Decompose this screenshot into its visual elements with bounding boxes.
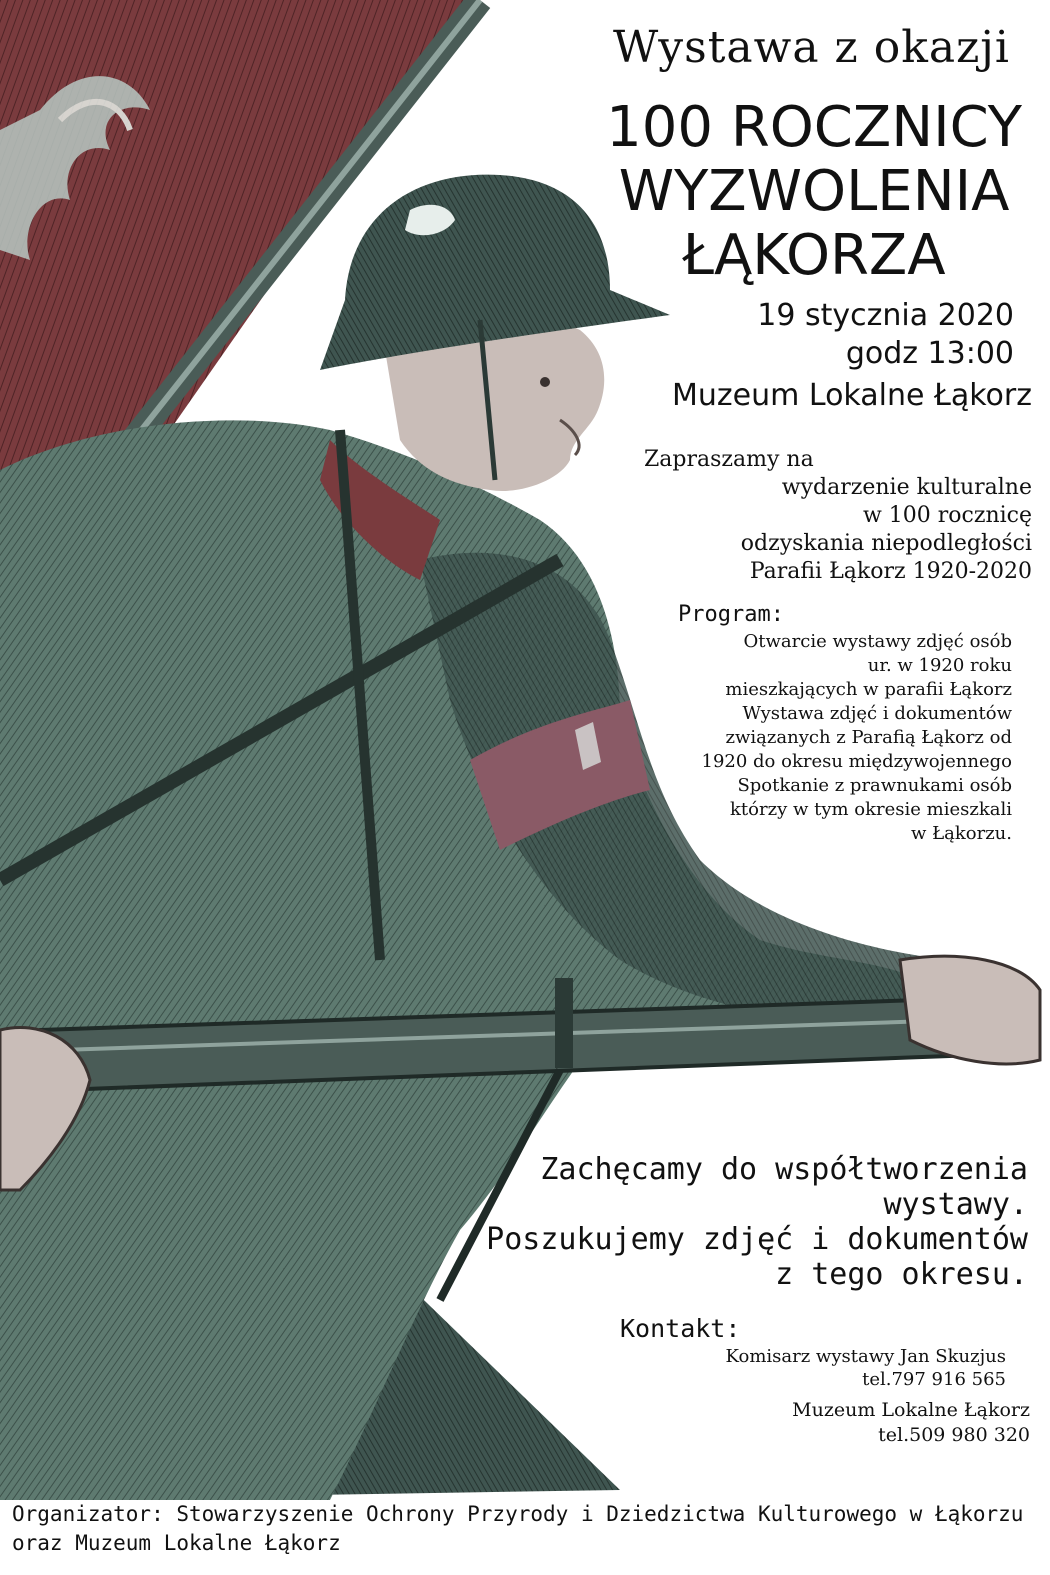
- contact-label: Kontakt:: [620, 1314, 741, 1343]
- call-for-contributions: [486, 1152, 1028, 1292]
- organizer-footer: [12, 1500, 1023, 1558]
- event-hour: godz 13:00: [845, 336, 1014, 371]
- program-label: Program:: [678, 602, 784, 627]
- title-line: WYZWOLENIA: [618, 159, 1010, 224]
- encourage-line: wystawy.: [883, 1187, 1028, 1222]
- program-line: Otwarcie wystawy zdjęć osób: [743, 631, 1012, 652]
- program-line: związanych z Parafią Łąkorz od: [725, 727, 1012, 748]
- program-line: mieszkających w parafii Łąkorz: [725, 679, 1012, 700]
- invitation-line: Parafii Łąkorz 1920-2020: [749, 559, 1032, 584]
- encourage-line: z tego okresu.: [775, 1257, 1028, 1292]
- contact-person: Komisarz wystawy Jan Skuzjus: [725, 1346, 1006, 1367]
- encourage-line: Poszukujemy zdjęć i dokumentów: [486, 1222, 1028, 1257]
- exhibition-intro: Wystawa z okazji: [613, 22, 1010, 73]
- event-date: 19 stycznia 2020: [757, 298, 1014, 333]
- program-list: [702, 630, 1013, 846]
- contact-museum: Muzeum Lokalne Łąkorz: [792, 1399, 1030, 1421]
- contact-person-phone: tel.797 916 565: [862, 1369, 1006, 1390]
- program-line: Wystawa zdjęć i dokumentów: [742, 703, 1012, 724]
- invitation-line: w 100 rocznicę: [862, 503, 1032, 528]
- title-line: ŁĄKORZA: [682, 223, 946, 288]
- invitation-line: Zapraszamy na: [644, 447, 814, 472]
- invitation-line: odzyskania niepodległości: [740, 531, 1032, 556]
- program-line: 1920 do okresu międzywojennego: [701, 751, 1012, 772]
- contact-museum-phone: tel.509 980 320: [878, 1424, 1030, 1446]
- program-line: w Łąkorzu.: [910, 823, 1012, 844]
- encourage-line: Zachęcamy do współtworzenia: [540, 1152, 1028, 1187]
- invitation-text: [632, 446, 1032, 586]
- event-venue: Muzeum Lokalne Łąkorz: [672, 378, 1032, 413]
- program-line: którzy w tym okresie mieszkali: [730, 799, 1012, 820]
- page-title: [606, 96, 1022, 288]
- program-line: Spotkanie z prawnukami osób: [737, 775, 1012, 796]
- title-line: 100 ROCZNICY: [606, 95, 1022, 160]
- program-line: ur. w 1920 roku: [867, 655, 1012, 676]
- organizer-line: Organizator: Stowarzyszenie Ochrony Przyrody i Dziedzictwa Kulturowego w Łąkorzu: [12, 1502, 1024, 1526]
- invitation-line: wydarzenie kulturalne: [781, 475, 1032, 500]
- organizer-line: oraz Muzeum Lokalne Łąkorz: [12, 1531, 341, 1555]
